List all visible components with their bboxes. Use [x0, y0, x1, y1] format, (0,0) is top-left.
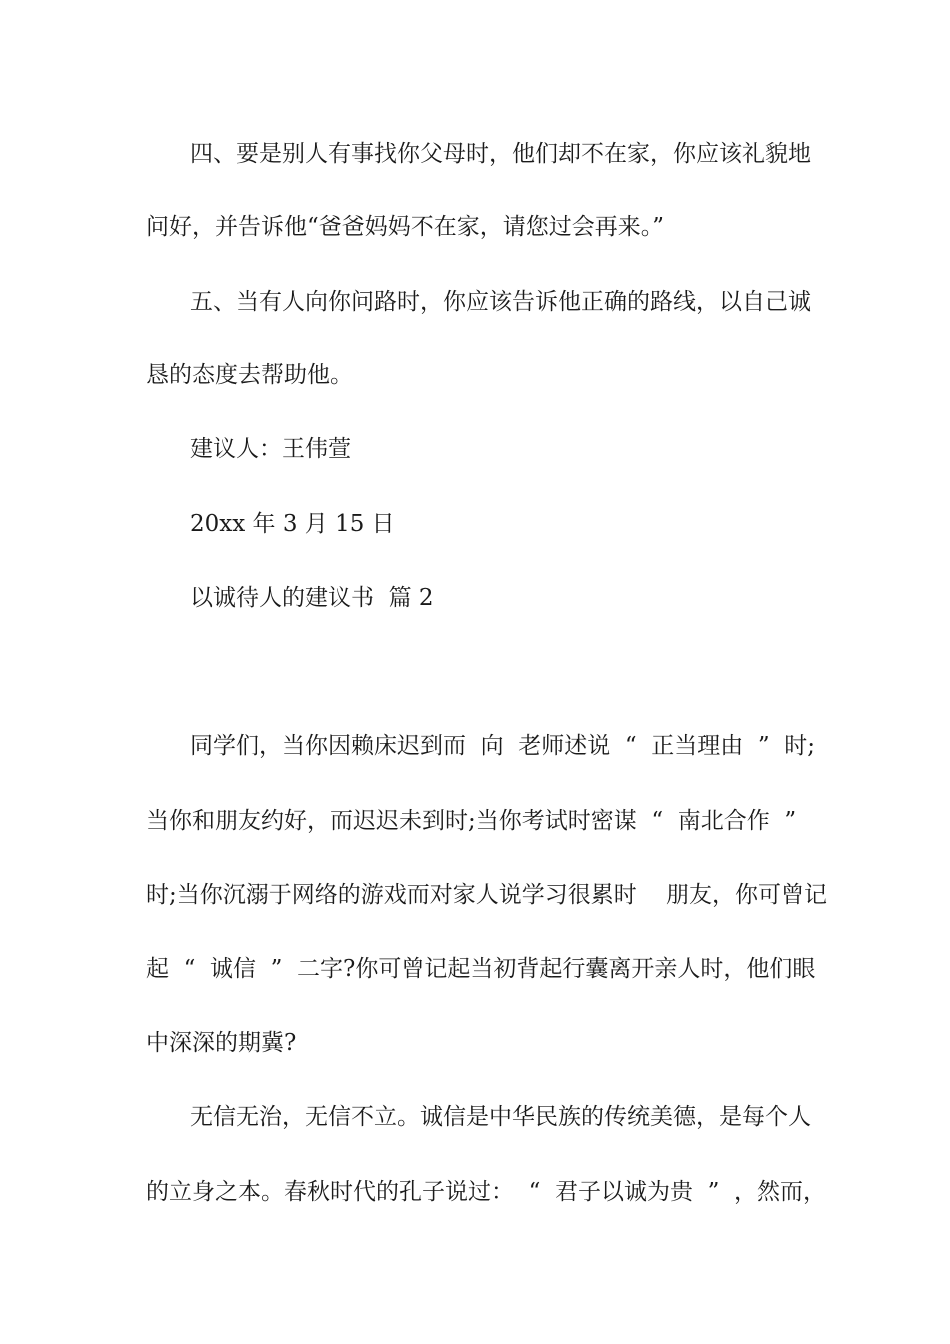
paragraph-5-line-1: 五、当有人向你问路时，你应该告诉他正确的路线，以自己诚 [190, 289, 811, 315]
intro-line-3: 时;当你沉溺于网络的游戏而对家人说学习很累时 朋友，你可曾记 [146, 882, 827, 908]
last-paragraph-line-2: 的立身之本。春秋时代的孔子说过： “ 君子以诚为贵 ” ，然而， [146, 1179, 827, 1205]
date: 20xx 年 3 月 15 日 [190, 511, 395, 537]
paragraph-5-line-2: 恳的态度去帮助他。 [146, 362, 353, 388]
last-paragraph-line-1: 无信无治，无信不立。诚信是中华民族的传统美德，是每个人 [190, 1104, 811, 1130]
intro-line-4: 起 “ 诚信 ” 二字?你可曾记起当初背起行囊离开亲人时，他们眼 [146, 956, 816, 982]
paragraph-4-line-1: 四、要是别人有事找你父母时，他们却不在家，你应该礼貌地 [190, 141, 811, 167]
paragraph-4-line-2: 问好，并告诉他“爸爸妈妈不在家，请您过会再来。” [146, 214, 665, 240]
intro-line-2: 当你和朋友约好，而迟迟未到时;当你考试时密谋 “ 南北合作 ” [146, 808, 797, 834]
intro-line-1: 同学们，当你因赖床迟到而 向 老师述说 “ 正当理由 ” 时; [190, 733, 815, 759]
intro-line-5: 中深深的期冀? [146, 1030, 297, 1056]
section-title: 以诚待人的建议书 篇 2 [190, 585, 434, 611]
signature: 建议人：王伟萱 [190, 436, 351, 462]
